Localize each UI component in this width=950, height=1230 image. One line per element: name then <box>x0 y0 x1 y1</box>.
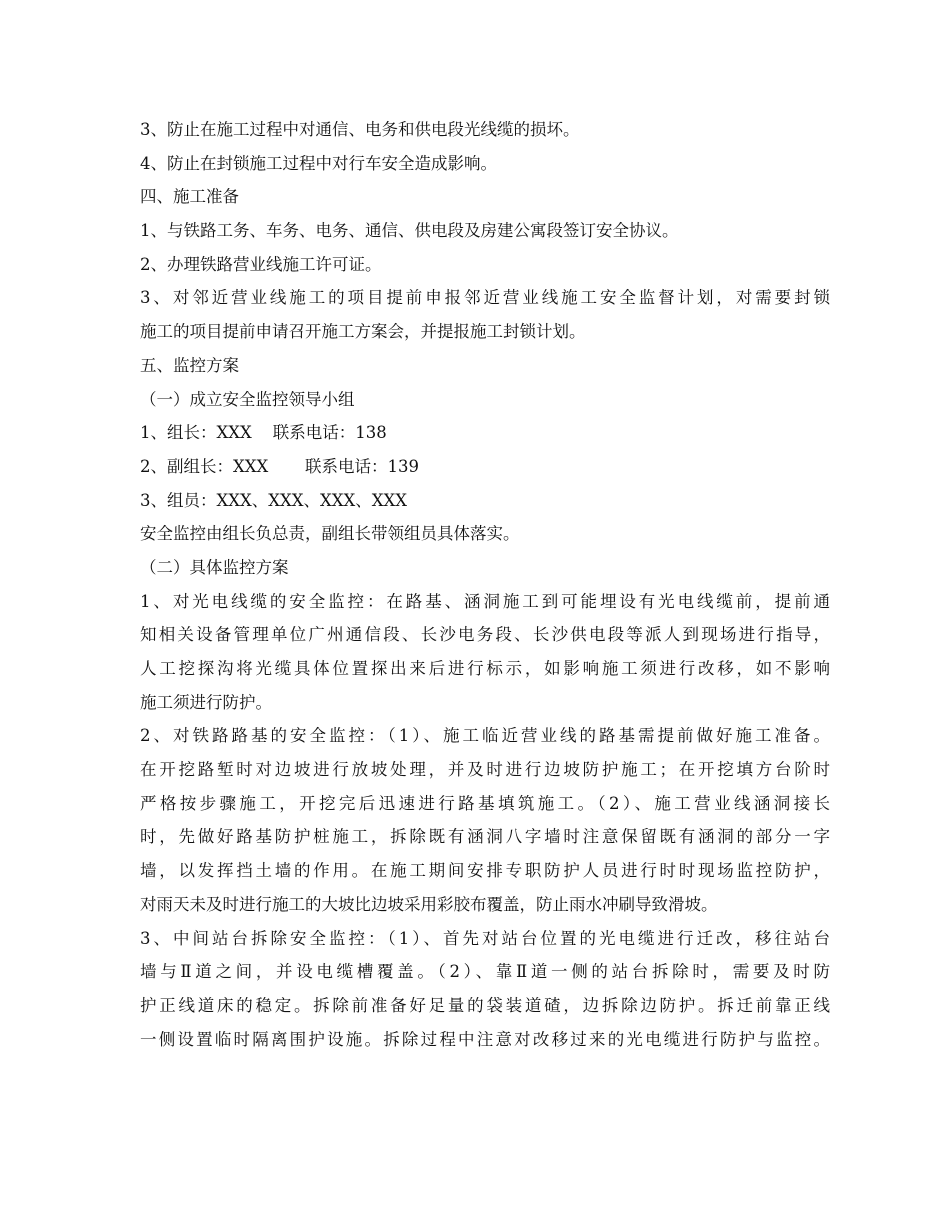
paragraph-line: 2、办理铁路营业线施工许可证。 <box>140 254 382 274</box>
paragraph-line: 3、防止在施工过程中对通信、电务和供电段光线缆的损坏。 <box>140 120 580 139</box>
paragraph-line: 严格按步骤施工，开挖完后迅速进行路基填筑施工。（2）、施工营业线涵洞接长 <box>140 793 830 813</box>
paragraph-line: 护正线道床的稳定。拆除前准备好足量的袋装道碴，边拆除边防护。拆迁前靠正线 <box>140 995 830 1015</box>
section-heading: 四、施工准备 <box>140 187 239 207</box>
paragraph-line: 施工须进行防护。 <box>140 692 272 712</box>
section-heading: 五、监控方案 <box>140 355 239 375</box>
paragraph-line: 墙与Ⅱ道之间，并设电缆槽覆盖。（2）、靠Ⅱ道一侧的站台拆除时，需要及时防 <box>140 962 830 982</box>
subsection-heading: （二）具体监控方案 <box>140 557 289 577</box>
paragraph-line: 3、中间站台拆除安全监控：（1）、首先对站台位置的光电缆进行迁改，移往站台 <box>140 928 830 948</box>
paragraph-line: 知相关设备管理单位广州通信段、长沙电务段、长沙供电段等派人到现场进行指导， <box>140 625 830 645</box>
paragraph-line: 2、副组长：XXX 联系电话：139 <box>140 456 419 476</box>
paragraph-line: 4、防止在封锁施工过程中对行车安全造成影响。 <box>140 153 497 173</box>
paragraph-line: 在开挖路堑时对边坡进行放坡处理，并及时进行边坡防护施工；在开挖填方台阶时 <box>140 760 830 780</box>
paragraph-line: 1、组长：XXX 联系电话：138 <box>140 423 387 443</box>
paragraph-line: 一侧设置临时隔离围护设施。拆除过程中注意对改移过来的光电缆进行防护与监控。 <box>140 1029 830 1049</box>
paragraph-line: 人工挖探沟将光缆具体位置探出来后进行标示，如影响施工须进行改移，如不影响 <box>140 659 830 678</box>
paragraph-line: 对雨天未及时进行施工的大坡比边坡采用彩胶布覆盖，防止雨水冲刷导致滑坡。 <box>140 894 718 914</box>
paragraph-line: 1、与铁路工务、车务、电务、通信、供电段及房建公寓段签订安全协议。 <box>140 221 679 241</box>
paragraph-line: 施工的项目提前申请召开施工方案会，并提报施工封锁计划。 <box>140 322 586 342</box>
paragraph-line: 2、对铁路路基的安全监控：（1）、施工临近营业线的路基需提前做好施工准备。 <box>140 726 830 746</box>
subsection-heading: （一）成立安全监控领导小组 <box>140 389 355 409</box>
document-body <box>140 113 830 1056</box>
paragraph-line: 墙，以发挥挡土墙的作用。在施工期间安排专职防护人员进行时时现场监控防护， <box>140 861 830 881</box>
paragraph-line: 时，先做好路基防护桩施工，拆除既有涵洞八字墙时注意保留既有涵洞的部分一字 <box>140 827 830 847</box>
paragraph-line: 安全监控由组长负总责，副组长带领组员具体落实。 <box>140 524 520 544</box>
paragraph-line: 3、对邻近营业线施工的项目提前申报邻近营业线施工安全监督计划，对需要封锁 <box>140 288 830 308</box>
paragraph-line: 3、组员：XXX、XXX、XXX、XXX <box>140 490 407 510</box>
paragraph-line: 1、对光电线缆的安全监控：在路基、涵洞施工到可能埋设有光电线缆前，提前通 <box>140 591 830 611</box>
